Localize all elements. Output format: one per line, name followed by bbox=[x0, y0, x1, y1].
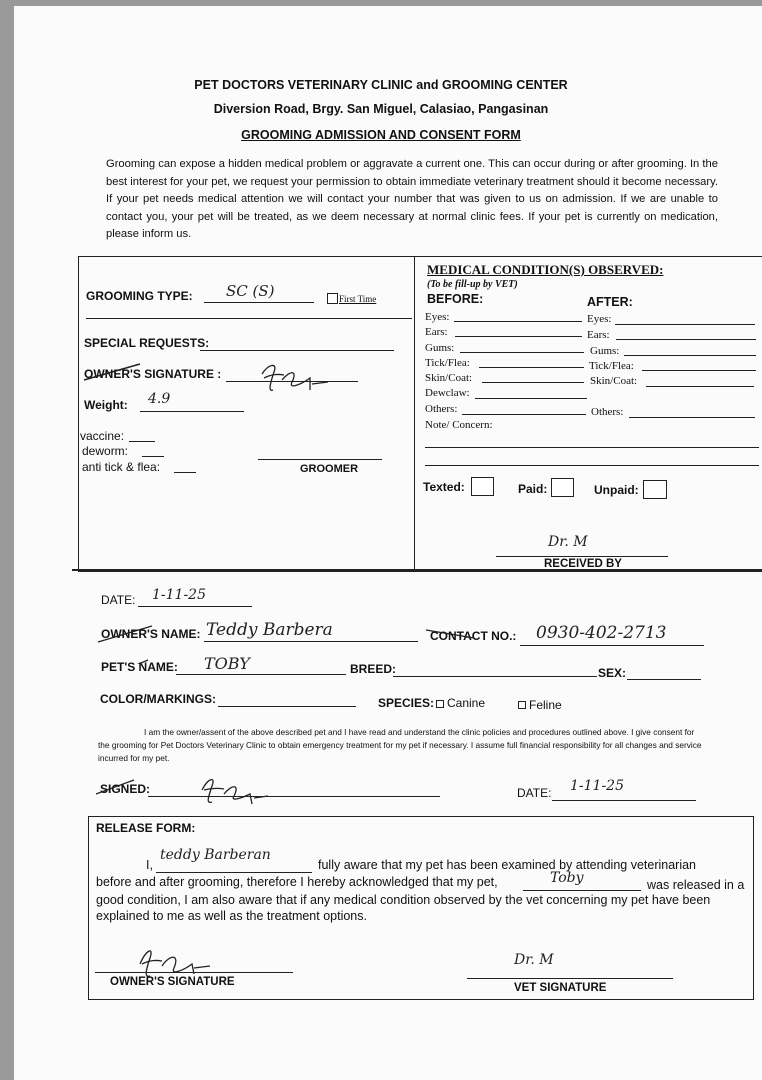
first-time-label: First Time bbox=[339, 294, 377, 304]
clinic-address: Diversion Road, Brgy. San Miguel, Calasiao, Pangasinan bbox=[213, 102, 549, 116]
intro-paragraph: Grooming can expose a hidden medical problem or aggravate a current one. This can occur during or after grooming. In the best interest for your pet, we request your permission to obtain immediate veterinary treatment should it become necessary. If your pet needs medical attention we will contact your number that was given to us on admission. If we are unable to contact you, your pet will be treated, as we deem necessary at normal clinic fees. If your pet is currently on medication, please inform us. bbox=[106, 158, 718, 241]
pet-name-value[interactable]: TOBY bbox=[204, 654, 250, 673]
grooming-type-line bbox=[204, 302, 314, 303]
unpaid-label: Unpaid: bbox=[594, 483, 639, 497]
deworm-line[interactable] bbox=[142, 456, 164, 457]
vet-signature-value[interactable]: Dr. M bbox=[514, 952, 554, 968]
note-line-1[interactable] bbox=[425, 447, 759, 448]
received-by-label: RECEIVED BY bbox=[544, 558, 622, 570]
after-eyes-label: Eyes: bbox=[587, 313, 612, 325]
date-label: DATE: bbox=[101, 593, 136, 607]
before-eyes-label: Eyes: bbox=[425, 311, 450, 323]
release-line-2: before and after grooming, therefore I hereby acknowledged that my pet, bbox=[96, 875, 498, 889]
details-strikes bbox=[96, 618, 516, 664]
release-i: I, bbox=[146, 858, 153, 872]
breed-label: BREED: bbox=[350, 662, 397, 676]
after-tickflea-line[interactable] bbox=[642, 370, 756, 371]
anti-tick-line[interactable] bbox=[174, 472, 196, 473]
signed-date-label: DATE: bbox=[517, 786, 552, 800]
after-others-label: Others: bbox=[591, 406, 624, 418]
before-ears-line[interactable] bbox=[455, 336, 582, 337]
pet-name-line bbox=[176, 674, 346, 675]
texted-checkbox[interactable] bbox=[471, 477, 494, 496]
after-others-line[interactable] bbox=[629, 417, 755, 418]
release-pet-line bbox=[523, 890, 641, 891]
groomer-label: GROOMER bbox=[300, 463, 359, 475]
after-ears-line[interactable] bbox=[616, 339, 756, 340]
received-by-signature[interactable]: Dr. M bbox=[548, 534, 588, 550]
signed-strike-and-signature bbox=[94, 772, 294, 808]
paid-label: Paid: bbox=[518, 482, 548, 496]
pet-name-label: PET'S NAME: bbox=[101, 660, 178, 674]
grooming-box bbox=[78, 256, 762, 572]
release-name-line bbox=[156, 872, 312, 873]
unpaid-checkbox[interactable] bbox=[643, 480, 667, 499]
signed-date-line bbox=[552, 800, 696, 801]
deworm-label: deworm: bbox=[82, 444, 129, 458]
box-divider bbox=[414, 256, 415, 572]
before-skincoat-line[interactable] bbox=[482, 382, 584, 383]
note-line-2[interactable] bbox=[425, 465, 759, 466]
texted-label: Texted: bbox=[423, 480, 465, 494]
anti-tick-label: anti tick & flea: bbox=[82, 460, 161, 474]
feline-checkbox[interactable] bbox=[518, 701, 526, 709]
dewclaw-label: Dewclaw: bbox=[425, 387, 470, 399]
signed-label: SIGNED: bbox=[100, 782, 151, 796]
canine-checkbox[interactable] bbox=[436, 700, 444, 708]
before-others-line[interactable] bbox=[462, 414, 586, 415]
release-line-4: explained to me as well as the treatment options. bbox=[96, 909, 367, 923]
before-others-label: Others: bbox=[425, 403, 458, 415]
release-line-1: fully aware that my pet has been examined by attending veterinarian bbox=[318, 858, 697, 872]
grooming-extra-line bbox=[86, 318, 412, 319]
contact-no-label: CONTACT NO.: bbox=[430, 629, 517, 643]
weight-label: Weight: bbox=[84, 398, 128, 412]
after-ears-label: Ears: bbox=[587, 329, 610, 341]
dewclaw-line[interactable] bbox=[475, 398, 587, 399]
before-tickflea-line[interactable] bbox=[479, 367, 584, 368]
owner-release-signature-line[interactable] bbox=[95, 972, 293, 973]
clinic-name: PET DOCTORS VETERINARY CLINIC and GROOMING CENTER bbox=[194, 78, 568, 92]
after-gums-line[interactable] bbox=[624, 355, 756, 356]
medical-title: MEDICAL CONDITION(S) OBSERVED: bbox=[427, 262, 664, 277]
sex-label: SEX: bbox=[598, 666, 627, 680]
grooming-type-label: GROOMING TYPE: bbox=[86, 289, 193, 303]
owner-name-value[interactable]: Teddy Barbera bbox=[206, 620, 333, 640]
weight-value[interactable]: 4.9 bbox=[148, 391, 171, 407]
owner-signature-strike bbox=[78, 358, 408, 398]
vet-signature-label: VET SIGNATURE bbox=[514, 982, 607, 994]
before-gums-line[interactable] bbox=[460, 352, 584, 353]
received-by-line bbox=[496, 556, 668, 557]
contact-no-line bbox=[520, 645, 704, 646]
date-line bbox=[138, 606, 252, 607]
vaccine-label: vaccine: bbox=[80, 429, 125, 443]
after-eyes-line[interactable] bbox=[615, 324, 755, 325]
note-concern-label: Note/ Concern: bbox=[425, 419, 493, 431]
date-value[interactable]: 1-11-25 bbox=[152, 587, 206, 603]
grooming-type-value[interactable]: SC (S) bbox=[226, 282, 275, 300]
vaccine-line[interactable] bbox=[129, 441, 155, 442]
special-requests-line[interactable] bbox=[200, 350, 394, 351]
after-header: AFTER: bbox=[587, 295, 633, 309]
owner-signature-label: OWNER'S SIGNATURE : bbox=[84, 367, 222, 381]
release-line-2b: was released in a bbox=[647, 878, 745, 892]
paid-checkbox[interactable] bbox=[551, 478, 574, 497]
release-pet-value[interactable]: Toby bbox=[550, 870, 584, 886]
groomer-line[interactable] bbox=[258, 459, 382, 460]
box-bottom-rule bbox=[72, 569, 762, 571]
before-eyes-line[interactable] bbox=[454, 321, 582, 322]
sex-line[interactable] bbox=[627, 679, 701, 680]
special-requests-label: SPECIAL REQUESTS: bbox=[84, 336, 210, 350]
release-title: RELEASE FORM: bbox=[96, 821, 196, 835]
color-markings-label: COLOR/MARKINGS: bbox=[100, 692, 216, 706]
first-time-checkbox[interactable] bbox=[327, 293, 338, 304]
species-label: SPECIES: bbox=[378, 696, 435, 710]
consent-paragraph: I am the owner/assent of the above described pet and I have read and understand the clinic policies and procedures outlined above. I give consent for the grooming for Pet Doctors Veterinary Clinic to obtain emergency treatment for my pet if necessary. I assume full financial responsibility for all changes and service incurred for my pet. bbox=[98, 727, 702, 763]
form-title: GROOMING ADMISSION AND CONSENT FORM bbox=[241, 128, 521, 142]
before-skincoat-label: Skin/Coat: bbox=[425, 372, 473, 384]
after-skincoat-label: Skin/Coat: bbox=[590, 375, 638, 387]
color-markings-line[interactable] bbox=[218, 706, 356, 707]
breed-line[interactable] bbox=[393, 676, 597, 677]
after-tickflea-label: Tick/Flea: bbox=[589, 360, 634, 372]
medical-subtitle: (To be fill-up by VET) bbox=[427, 279, 518, 290]
after-skincoat-line[interactable] bbox=[646, 386, 754, 387]
before-ears-label: Ears: bbox=[425, 326, 448, 338]
vet-signature-line[interactable] bbox=[467, 978, 673, 979]
signed-date-value[interactable]: 1-11-25 bbox=[570, 778, 624, 794]
canine-label: Canine bbox=[447, 696, 486, 710]
before-tickflea-label: Tick/Flea: bbox=[425, 357, 470, 369]
before-gums-label: Gums: bbox=[425, 342, 455, 354]
owner-release-signature-label: OWNER'S SIGNATURE bbox=[110, 976, 235, 988]
after-gums-label: Gums: bbox=[590, 345, 620, 357]
feline-label: Feline bbox=[529, 698, 562, 712]
owner-name-label: OWNER'S NAME: bbox=[101, 627, 201, 641]
weight-line bbox=[140, 411, 244, 412]
contact-no-value[interactable]: 0930-402-2713 bbox=[536, 623, 667, 643]
before-header: BEFORE: bbox=[427, 292, 484, 306]
release-name-value[interactable]: teddy Barberan bbox=[160, 847, 271, 863]
release-line-3: good condition, I am also aware that if any medical condition observed by the vet concerning my pet have been bbox=[96, 893, 711, 907]
